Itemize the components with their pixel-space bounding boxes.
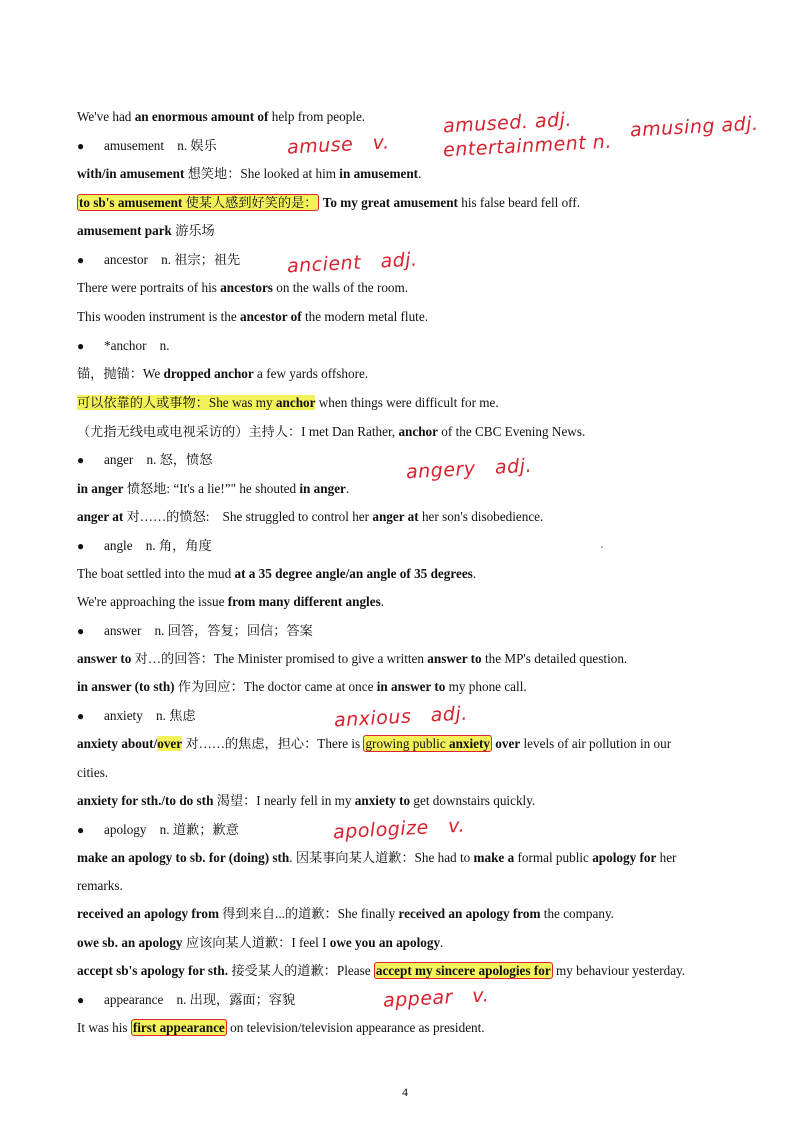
line-in-anger: in anger 愤怒地: “It's a lie!”" he shouted in anger. <box>77 481 350 496</box>
line-make-an-apology: make an apology to sb. for (doing) sth. 因某事向某人道歉：She had to make a formal public apology for her <box>77 850 677 865</box>
page-number: 4 <box>402 1085 408 1099</box>
line-dropped-anchor: 锚，抛锚：We dropped anchor a few yards offshore. <box>77 366 369 381</box>
line-approaching-issue: We're approaching the issue from many different angles. <box>77 594 384 609</box>
entry-anxiety: anxiety n. 焦虑 <box>104 708 196 723</box>
bullet-icon: ● <box>77 339 85 353</box>
line-first-appearance: It was his first appearance on television/television appearance as president. <box>77 1020 485 1035</box>
handwriting-apologize: apologize v. <box>332 814 466 844</box>
line-in-answer: in answer (to sth) 作为回应：The doctor came at once in answer to my phone call. <box>77 679 527 694</box>
speck <box>601 546 603 548</box>
entry-anger: anger n. 怒，愤怒 <box>104 452 213 467</box>
handwriting-amuse: amuse v. <box>286 131 391 159</box>
bullet-icon: ● <box>77 453 85 467</box>
line-she-was-my-anchor: 可以依靠的人或事物：She was my anchor when things were difficult for me. <box>77 395 499 410</box>
handwriting-amused: amused. adj. <box>442 108 573 138</box>
bullet-icon: ● <box>77 139 85 153</box>
line-remarks: remarks. <box>77 878 123 893</box>
line-portraits: There were portraits of his ancestors on the walls of the room. <box>77 280 409 295</box>
line-boat-settled: The boat settled into the mud at a 35 degree angle/an angle of 35 degrees. <box>77 566 477 581</box>
line-dan-rather: （尤指无线电或电视采访的）主持人：I met Dan Rather, anchor of the CBC Evening News. <box>77 424 586 439</box>
handwriting-entertainment: entertainment n. <box>442 130 613 162</box>
line-amusement-park: amusement park 游乐场 <box>77 223 215 238</box>
line-enormous-amount: We've had an enormous amount of help from people. <box>77 109 366 124</box>
entry-answer: answer n. 回答，答复；回信；答案 <box>104 623 313 638</box>
line-wooden-instrument: This wooden instrument is the ancestor of the modern metal flute. <box>77 309 428 324</box>
entry-anchor: *anchor n. <box>104 338 170 353</box>
handwriting-appear: appear v. <box>382 984 490 1012</box>
bullet-icon: ● <box>77 624 85 638</box>
line-owe-apology: owe sb. an apology 应该向某人道歉：I feel I owe you an apology. <box>77 935 444 950</box>
line-cities: cities. <box>77 765 109 780</box>
line-answer-to: answer to 对…的回答：The Minister promised to give a written answer to the MP's detailed question. <box>77 651 628 666</box>
line-to-sbs-amusement: to sb's amusement 使某人感到好笑的是： To my great amusement his false beard fell off. <box>79 195 581 210</box>
entry-apology: apology n. 道歉；歉意 <box>104 822 239 837</box>
line-anger-at: anger at 对……的愤怒: She struggled to control her anger at her son's disobedience. <box>77 509 544 524</box>
handwriting-amusing: amusing adj. <box>629 112 760 142</box>
line-anxiety-about: anxiety about/over 对……的焦虑，担心：There is growing public anxiety over levels of air pollution in our <box>77 736 672 751</box>
line-accept-apology: accept sb's apology for sth. 接受某人的道歉：Please accept my sincere apologies for my behaviour yesterday. <box>77 963 686 978</box>
entry-ancestor: ancestor n. 祖宗；祖先 <box>104 252 241 267</box>
line-with-in-amusement: with/in amusement 想笑地：She looked at him in amusement. <box>77 166 422 181</box>
entry-amusement: amusement n. 娱乐 <box>104 138 217 153</box>
entry-angle: angle n. 角，角度 <box>104 538 212 553</box>
bullet-icon: ● <box>77 709 85 723</box>
bullet-icon: ● <box>77 823 85 837</box>
handwriting-ancient: ancient adj. <box>286 248 419 278</box>
line-received-apology: received an apology from 得到来自...的道歉：She finally received an apology from the company. <box>77 906 614 921</box>
handwriting-anxious: anxious adj. <box>333 702 469 732</box>
bullet-icon: ● <box>77 253 85 267</box>
bullet-icon: ● <box>77 993 85 1007</box>
line-anxiety-for: anxiety for sth./to do sth 渴望：I nearly fell in my anxiety to get downstairs quickly. <box>77 793 536 808</box>
entry-appearance: appearance n. 出现，露面；容貌 <box>104 992 296 1007</box>
bullet-icon: ● <box>77 539 85 553</box>
handwriting-angery: angery adj. <box>405 454 533 484</box>
